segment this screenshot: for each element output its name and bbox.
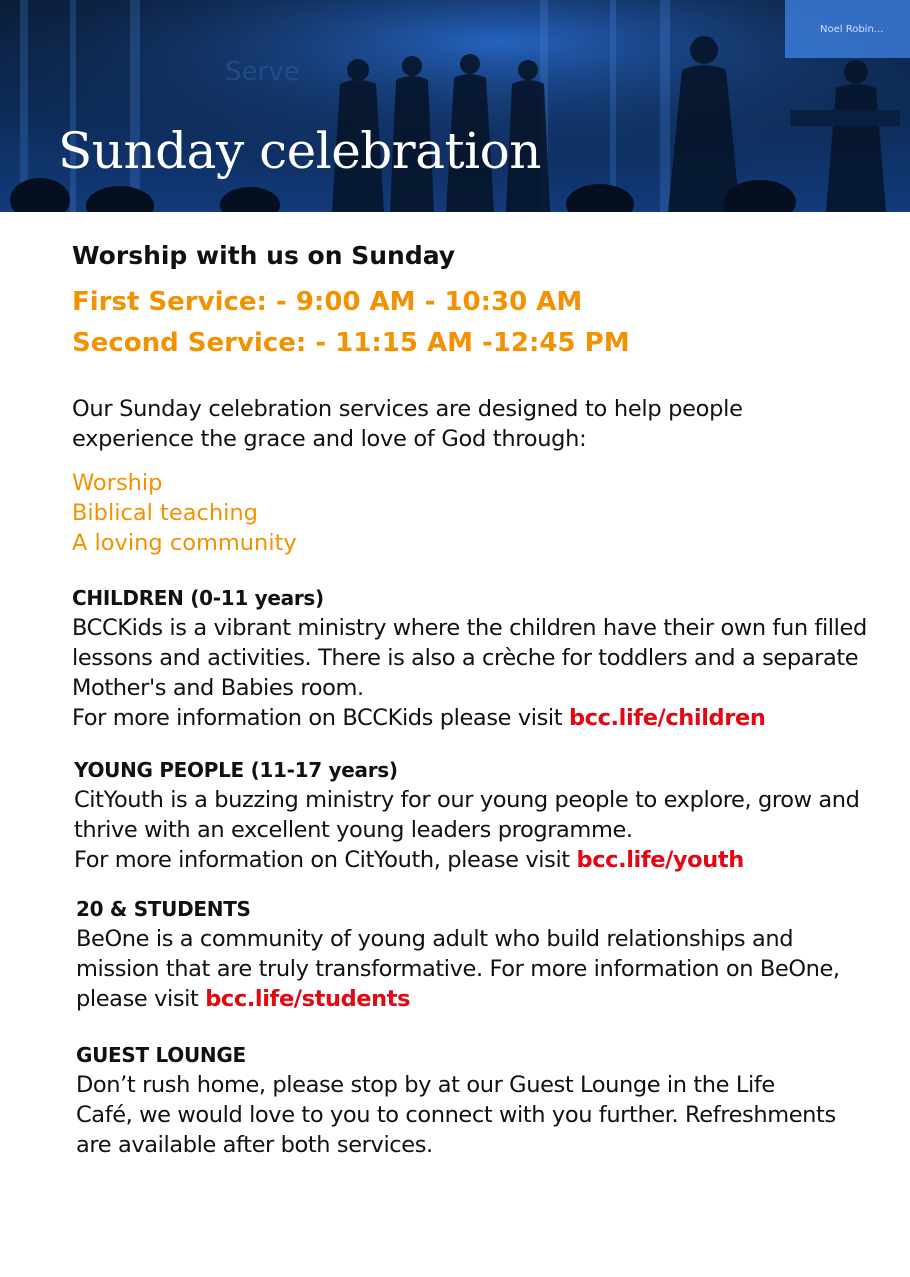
youth-link[interactable]: bcc.life/youth [576,847,744,873]
svg-text:Serve: Serve [225,57,300,87]
guest-lounge-section [76,1040,836,1160]
intro-text: Our Sunday celebration services are designed to help people experience the grace and love of God through: [72,396,743,452]
values-list [72,468,862,558]
link-prefix: For more information on CitYouth, please visit [74,847,577,873]
students-section [76,894,876,1014]
list-item: Biblical teaching [72,500,258,526]
section-body: CitYouth is a buzzing ministry for our young people to explore, grow and thrive with an excellent young leaders programme. [74,787,860,843]
worship-heading: Worship with us on Sunday [72,241,456,270]
children-link[interactable]: bcc.life/children [568,705,766,731]
worship-stage-photo [0,0,910,212]
screen-text: Noel Robin... [820,24,884,35]
section-body: BeOne is a community of young adult who build relationships and mission that are truly transformative. For more information on BeOne, please visit [76,926,840,1012]
link-prefix: For more information on BCCKids please visit [72,705,569,731]
page-title: Sunday celebration [58,122,541,180]
section-title: CHILDREN (0-11 years) [72,586,324,610]
children-section [72,583,872,733]
section-body: Don’t rush home, please stop by at our Guest Lounge in the Life Café, we would love to you to connect with you further. Refreshments are available after both services. [76,1072,836,1158]
section-title: GUEST LOUNGE [76,1043,246,1067]
section-title: 20 & STUDENTS [76,897,251,921]
first-service-time: First Service: - 9:00 AM - 10:30 AM [72,287,583,317]
list-item: Worship [72,470,163,496]
students-link[interactable]: bcc.life/students [205,986,411,1012]
worship-info [72,238,862,558]
hero-banner [0,0,910,212]
section-body: BCCKids is a vibrant ministry where the children have their own fun filled lessons and activities. There is also a crèche for toddlers and a separate Mother's and Babies room. [72,615,867,701]
list-item: A loving community [72,530,297,556]
second-service-time: Second Service: - 11:15 AM -12:45 PM [72,328,630,358]
section-title: YOUNG PEOPLE (11-17 years) [74,758,398,782]
youth-section [74,755,874,875]
